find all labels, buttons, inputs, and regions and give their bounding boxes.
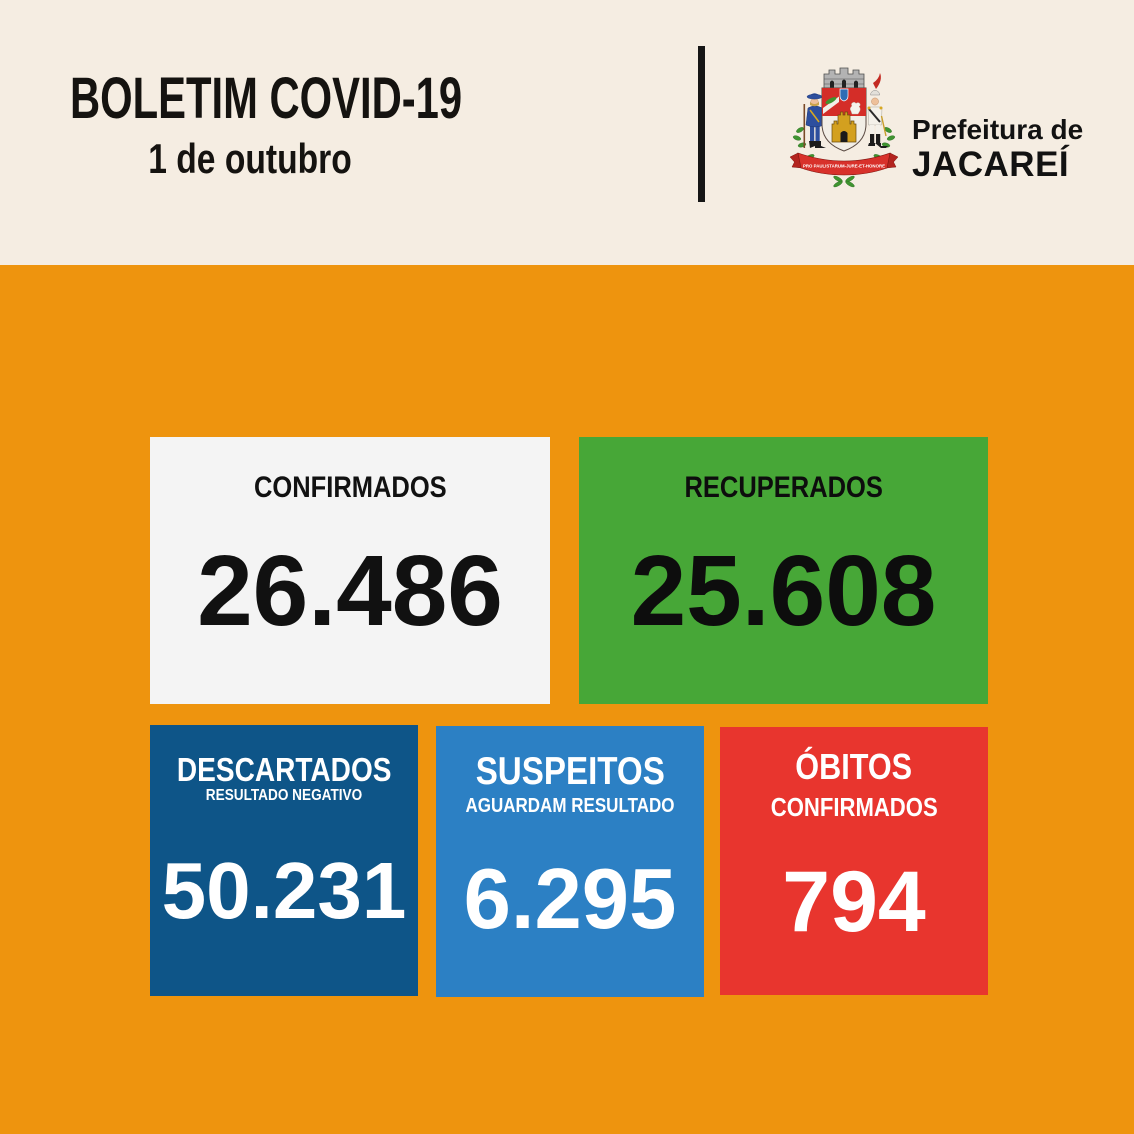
descartados-label: DESCARTADOS [176,751,392,788]
logo-text [912,116,1083,182]
suspeitos-value: 6.295 [463,852,677,947]
confirmados-label: CONFIRMADOS [253,471,447,504]
card-recuperados [579,437,988,704]
header-divider [698,46,705,202]
bulletin-date: 1 de outubro [148,135,352,182]
confirmados-value: 26.486 [197,535,503,647]
crest-motto-ribbon [790,153,898,175]
obitos-value: 794 [782,853,926,950]
header [0,0,1134,265]
suspeitos-sublabel: AGUARDAM RESULTADO [465,795,675,817]
card-suspeitos [436,726,704,997]
recuperados-label: RECUPERADOS [684,471,883,504]
obitos-sublabel: CONFIRMADOS [770,792,938,822]
prefeitura-logo [788,58,1118,208]
suspeitos-label: SUSPEITOS [475,750,665,793]
card-obitos [720,727,988,995]
obitos-label: ÓBITOS [795,746,913,787]
descartados-value: 50.231 [161,845,407,935]
card-descartados [150,725,418,996]
crest-right-supporter [868,73,889,148]
logo-org-line1: Prefeitura de [912,114,1084,145]
bulletin-title: BOLETIM COVID-19 [70,66,463,131]
card-confirmados [150,437,550,704]
crest-motto-text: PRO PAULISTARUM-JURE-ET-HONORE [803,163,886,169]
jacarei-coat-of-arms-icon [788,58,900,190]
crest-shield [822,88,866,151]
logo-org-line2: JACAREÍ [912,145,1070,184]
recuperados-value: 25.608 [630,535,937,647]
title-block [0,66,500,182]
descartados-sublabel: RESULTADO NEGATIVO [205,787,363,804]
stats-panel [0,265,1134,1134]
crest-crown [824,68,864,88]
